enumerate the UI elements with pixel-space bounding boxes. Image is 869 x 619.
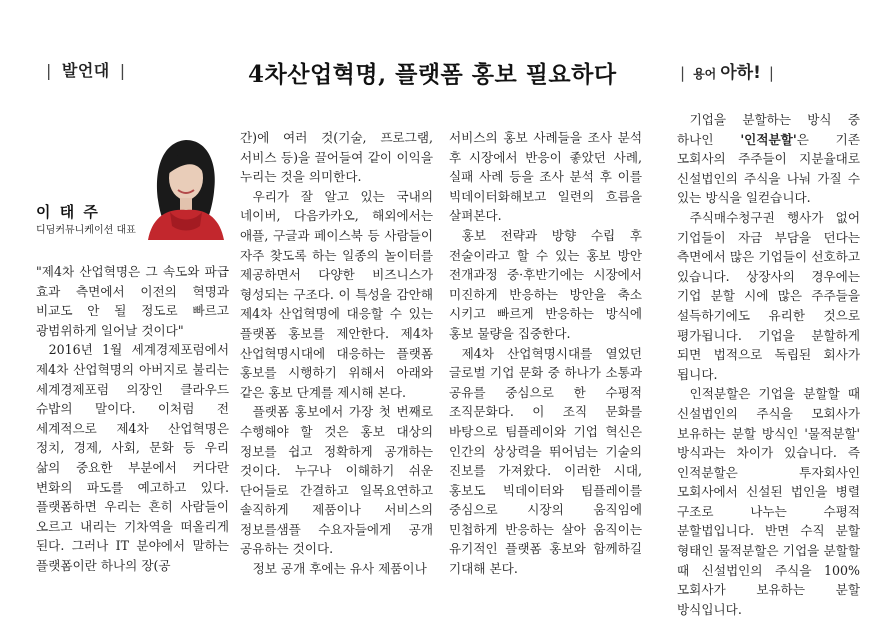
article-paragraph: 간)에 여러 것(기술, 프로그램, 서비스 등)을 끌어들여 같이 이익을 누리는 것을 의미한다. xyxy=(240,130,433,185)
author-name: 이 태 주 xyxy=(36,203,100,221)
author-role: 디딤커뮤니케이션 대표 xyxy=(36,225,136,236)
article-column-2 xyxy=(240,128,433,577)
term-paragraph: 기업을 분할하는 방식 중 하나인 '인적분할'은 기존 모회사의 주주들이 지분율대로 신설법인의 주식을 나눠 가질 수 있는 방식을 일컫습니다. xyxy=(677,112,860,206)
term-paragraph: 주식매수청구권 행사가 없어 기업들이 자금 부담을 던다는 측면에서 많은 기업들이 선호하고 있습니다. 상장사의 경우에는 기업 분할 시에 많은 주주들을 설득하기에도 유리한 것으로 평가됩니다. 기업을 분할하게 되면 법적으로 독립된 회사가 됩니다. xyxy=(677,209,860,382)
author-photo xyxy=(140,130,228,240)
article-quote: "제4차 산업혁명은 그 속도와 파급 효과 측면에서 이전의 혁명과 비교도 안 될 정도로 빠르고 광범위하게 일어날 것이다" xyxy=(36,264,229,338)
term-highlight: '인적분할' xyxy=(740,131,797,147)
term-section-label: | 용어 아하! | xyxy=(680,63,774,83)
term-label-small: 용어 xyxy=(693,67,717,81)
article-paragraph: 플랫폼 홍보에서 가장 첫 번째로 수행해야 할 것은 홍보 대상의 정보를 쉽고 정확하게 공개하는 것이다. 누구나 이해하기 쉬운 단어들로 간결하고 일목요연하고 솔직하게 제품이나 서비스의 정보를샘플 수요자들에게 공개 공유하는 것이다. xyxy=(240,404,433,557)
term-label-big: 아하! xyxy=(720,63,761,83)
section-label: | 발언대 | xyxy=(46,61,126,80)
article-column-1 xyxy=(36,262,229,573)
article-column-3 xyxy=(449,128,642,577)
article-headline: 4차산업혁명, 플랫폼 홍보 필요하다 xyxy=(248,61,617,88)
term-column xyxy=(677,110,860,617)
article-paragraph: 정보 공개 후에는 유사 제품이나 xyxy=(252,561,427,577)
article-paragraph: 제4차 산업혁명시대를 열었던 글로벌 기업 문화 중 하나가 소통과 공유를 중심으로 한 수평적 조직문화다. 이 조직 문화를 바탕으로 팀플레이와 기업 혁신은 인간의 상상력을 뛰어넘는 기술의 진보를 가져왔다. 이러한 시대, 홍보도 빅데이터와 팀플레이를 중심으로 시장의 움직임에 민첩하게 반응하는 살아 움직이는 유기적인 플랫폼 홍보와 함께하길 기대해 본다. xyxy=(449,345,642,577)
section-name: 발언대 xyxy=(61,61,110,80)
term-paragraph: 인적분할은 기업을 분할할 때 신설법인의 주식을 모회사가 보유하는 분할 방식인 '물적분할' 방식과는 차이가 있습니다. 즉 인적분할은 투자회사인 모회사에서 신설된 법인을 병렬 구조로 나누는 수평적 분할법입니다. 반면 수직 분할 형태인 물적분할은 기업을 분할할 때 신설법인의 주식을 100% 모회사가 보유하는 분할 방식입니다. xyxy=(677,386,860,617)
article-paragraph: 우리가 잘 알고 있는 국내의 네이버, 다음카카오, 해외에서는 애플, 구글과 페이스북 등 사람들이 자주 찾도록 하는 일종의 놀이터를 제공하면서 다양한 비즈니스가 형성되는 구조다. 이 특성을 감안해 제4차 산업혁명에 대응할 수 있는 플랫폼 홍보를 제안한다. 제4차 산업혁명시대에 대응하는 플랫폼 홍보를 시행하기 위해서 아래와 같은 홍보 단계를 제시해 본다. xyxy=(240,188,433,400)
article-paragraph: 2016년 1월 세계경제포럼에서 제4차 산업혁명의 아버지로 불리는 세계경제포럼 의장인 클라우드 슈밥의 말이다. 이처럼 전 세계적으로 제4차 산업혁명은 정치, 경제, 사회, 문화 등 우리 삶의 중요한 부분에서 커다란 변화의 파도를 예고하고 있다. 플랫폼하면 우리는 흔히 사람들이 오르고 내리는 기차역을 떠올리게 된다. 그러나 IT 분야에서 말하는 플랫폼이란 하나의 장(공 xyxy=(36,342,229,573)
article-paragraph: 홍보 전략과 방향 수립 후 전술이라고 할 수 있는 홍보 방안 전개과정 중·후반기에는 시장에서 미진하게 반응하는 방안을 축소 시키고 빠르게 반응하는 방식에 홍보 물량을 집중한다. xyxy=(449,227,642,341)
article-paragraph: 서비스의 홍보 사례들을 조사 분석 후 시장에서 반응이 좋았던 사례, 실패 사례 등을 조사 분석 후 이를 빅데이터화해보고 일련의 흐름을 살펴본다. xyxy=(449,130,642,224)
